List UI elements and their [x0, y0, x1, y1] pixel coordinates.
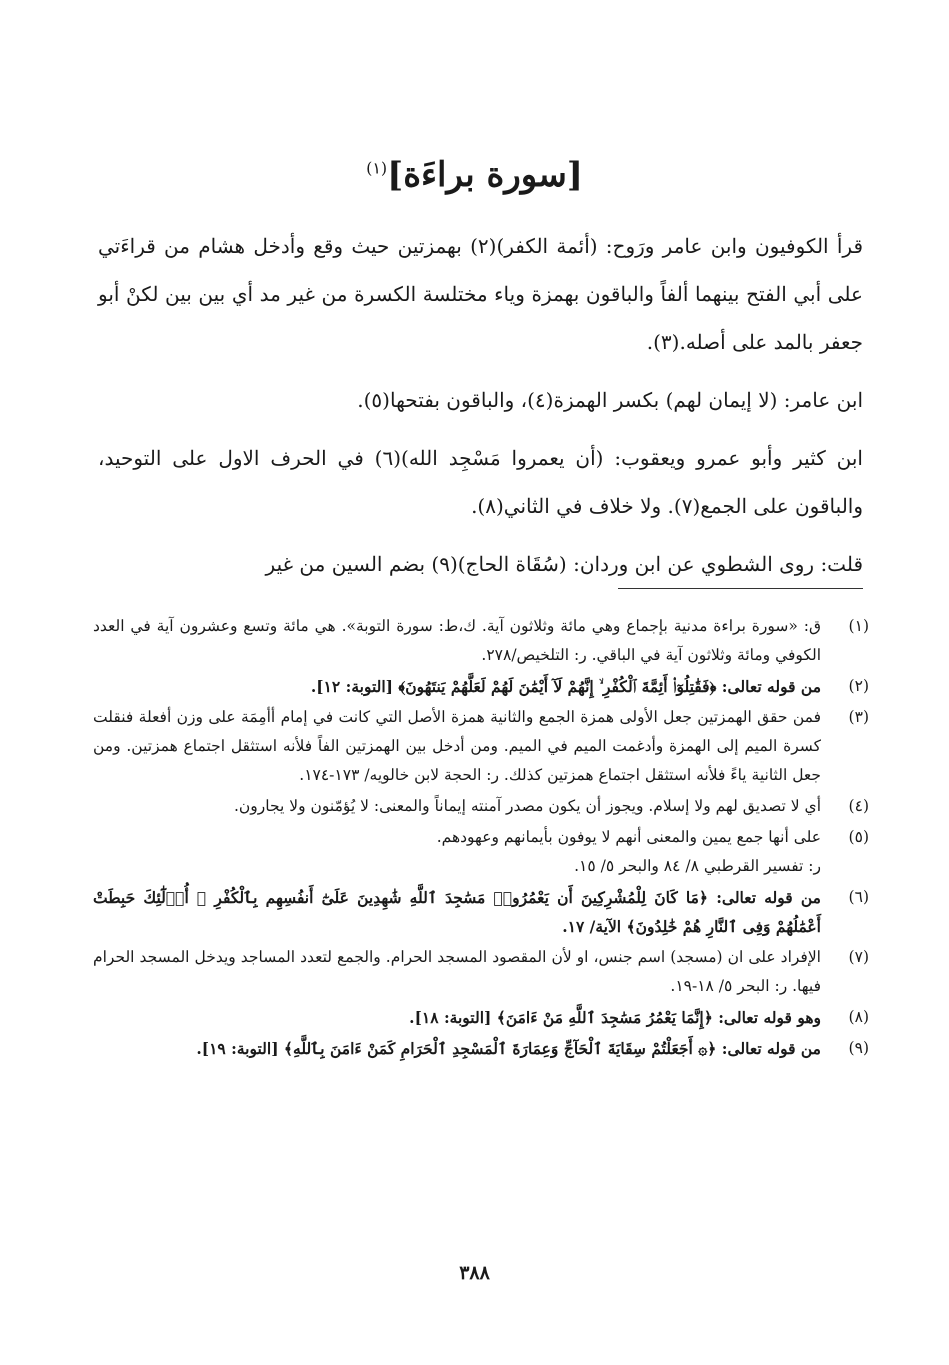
footnote-number: (٨)	[848, 1008, 869, 1026]
page-number: ٣٨٨	[459, 1262, 490, 1284]
footnote-number: (٧)	[848, 948, 869, 966]
footnote-text	[93, 612, 821, 670]
footnote-number: (١)	[848, 617, 869, 635]
footnote-3	[93, 703, 869, 790]
footnote-9	[93, 1034, 869, 1063]
footnote-number: (٥)	[848, 828, 869, 846]
paragraph-4: قلت: روى الشطوي عن ابن وردان: (سُقَاة الحاج)(٩) بضم السين من غير	[265, 552, 863, 576]
footnote-text	[93, 883, 821, 941]
footnote-7	[93, 943, 869, 1001]
footnote-line: ق: «سورة براءة مدنية بإجماع وهي مائة وثلاثون آية. ك،ط: سورة التوبة». هي مائة وتسع وعشرون آية في العدد الكوفي ومائة وثلاثون آية في الباقي. ر: التلخيص/٢٧٨.	[93, 617, 821, 664]
footnote-4	[93, 792, 869, 821]
footnote-number: (٦)	[848, 888, 869, 906]
footnote-text	[93, 823, 821, 881]
footnote-text	[93, 1034, 821, 1063]
footnote-number: (٢)	[848, 677, 869, 695]
footnote-line: من قوله تعالى: ﴿مَا كَانَ لِلْمُشْرِكِينَ أَن يَعْمُرُوا۟ مَسَٰجِدَ ٱللَّهِ شَٰهِدِينَ عَلَىٰٓ أَنفُسِهِم بِٱلْكُفْرِ ۚ أُو۟لَٰٓئِكَ حَبِطَتْ أَعْمَٰلُهُمْ وَفِى ٱلنَّارِ هُمْ خَٰلِدُونَ﴾ الآية/ ١٧.	[93, 888, 821, 936]
surah-title-text: [سورة براءَة]	[387, 155, 583, 195]
footnote-6	[93, 883, 869, 941]
footnote-2	[93, 672, 869, 701]
footnote-5	[93, 823, 869, 881]
footnote-line: من قوله تعالى: ﴿فَقَٰتِلُوٓا۟ أَئِمَّةَ ٱلْكُفْرِ ۙ إِنَّهُمْ لَآ أَيْمَٰنَ لَهُمْ لَعَلَّهُمْ يَنتَهُونَ﴾ [التوبة: ١٢].	[310, 677, 821, 696]
paragraph-3: ابن كثير وأبو عمرو ويعقوب: (أن يعمروا مَسْجِد الله)(٦) في الحرف الاول على التوحيد، والباقون على الجمع(٧). ولا خلاف في الثاني(٨).	[98, 446, 863, 518]
footnote-line: أي لا تصديق لهم ولا إسلام. ويجوز أن يكون مصدر آمنته إيماناً والمعنى: لا يُؤمّنون ولا يجارون.	[234, 797, 821, 815]
footnote-line: فمن حقق الهمزتين جعل الأولى همزة الجمع والثانية همزة الأصل التي كانت في إمام أأمِمَة على وزن أفعلة فنقلت كسرة الميم إلى الهمزة وأدغمت الميم في الميم. ومن أدخل بين الهمزتين الفاً فلأنه استثقل اجتماع همزتين. ومن جعل الثانية ياءً فلأنه استثقل اجتماع همزتين كذلك. ر: الحجة لابن خالويه/ ١٧٣-١٧٤.	[93, 708, 821, 784]
surah-title	[0, 155, 949, 195]
footnote-number: (٩)	[848, 1039, 869, 1057]
footnote-line: وهو قوله تعالى: ﴿إِنَّمَا يَعْمُرُ مَسَٰجِدَ ٱللَّهِ مَنْ ءَامَنَ﴾ [التوبة: ١٨].	[409, 1008, 821, 1027]
paragraph-2: ابن عامر: (لا إيمان لهم) بكسر الهمزة(٤)، والباقون بفتحها(٥).	[357, 388, 863, 412]
footnote-text	[93, 703, 821, 790]
footnote-1	[93, 612, 869, 670]
footnote-number: (٤)	[848, 797, 869, 815]
footnotes	[93, 612, 869, 1065]
footnote-line: من قوله تعالى: ﴿۞ أَجَعَلْتُمْ سِقَايَةَ ٱلْحَآجِّ وَعِمَارَةَ ٱلْمَسْجِدِ ٱلْحَرَامِ كَمَنْ ءَامَنَ بِٱللَّهِ﴾ [التوبة: ١٩].	[196, 1039, 821, 1058]
footnote-text	[93, 943, 821, 1001]
footnote-text	[93, 792, 821, 821]
footnote-8	[93, 1003, 869, 1032]
footnote-text	[93, 1003, 821, 1032]
footnote-number: (٣)	[848, 708, 869, 726]
main-text	[98, 222, 863, 588]
footnote-text	[93, 672, 821, 701]
paragraph-1: قرأ الكوفيون وابن عامر ورَوح: (أئمة الكفر)(٢) بهمزتين حيث وقع وأدخل هشام من قراءَتي على أبي الفتح بينهما ألفاً والباقون بهمزة وياء مختلسة الكسرة من غير مد أي بين بين لكنْ أبو جعفر بالمد على أصله.(٣).	[98, 234, 863, 354]
title-footnote-ref: (١)	[366, 158, 388, 178]
footnote-line: ر: تفسير القرطبي ٨/ ٨٤ والبحر ٥/ ١٥.	[574, 857, 821, 875]
footnote-divider	[618, 588, 863, 589]
footnote-line: الإفراد على ان (مسجد) اسم جنس، او لأن المقصود المسجد الحرام. والجمع لتعدد المساجد ويدخل المسجد الحرام فيها. ر: البحر ٥/ ١٨-١٩.	[93, 948, 821, 995]
footnote-line: على أنها جمع يمين والمعنى أنهم لا يوفون بأيمانهم وعهودهم.	[436, 828, 821, 846]
